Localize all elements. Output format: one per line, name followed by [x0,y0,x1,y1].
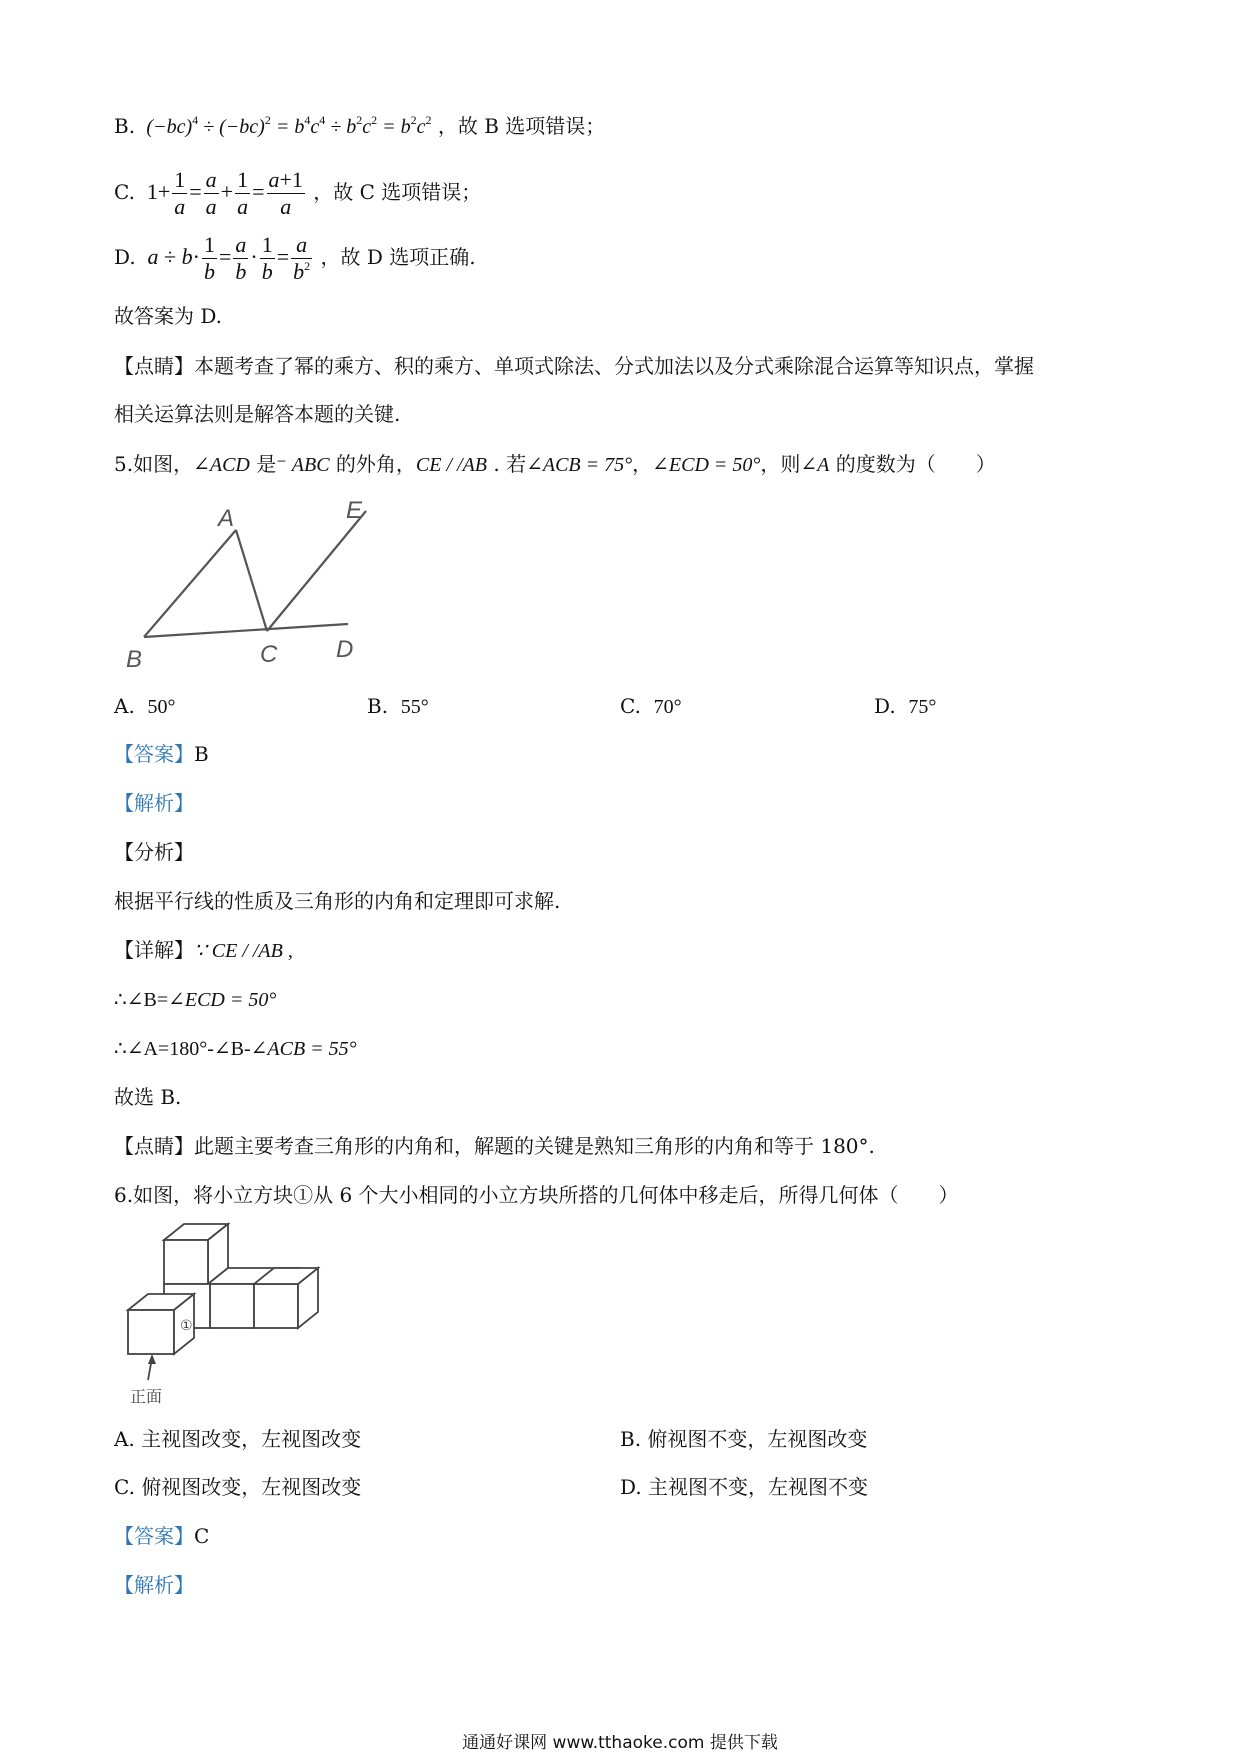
option-d-explanation [114,229,476,285]
angle-acd: ∠ACD [193,454,250,476]
comment-line-2: 相关运算法则是解答本题的关键. [114,402,401,426]
q5-stem-if: . 若 [487,452,527,476]
point-label-c: C [260,641,278,668]
q6-option-b-value: 俯视图不变，左视图改变 [647,1427,868,1451]
q5-detail-3 [114,1035,357,1062]
q5-detail-3b: ∠ACB = 55° [250,1038,357,1060]
option-c-formula: 1+ $\frac{1}{a}$ = $\frac{a}{a}$ + $\frac{1}{a}$ = $\frac{a+1}{a}$ [141,167,303,220]
q5-stem-then: ，则 [760,452,801,476]
q5-option-a-label: A. [114,694,135,718]
point-label-d: D [336,636,354,663]
q6-option-c-value: 俯视图改变，左视图改变 [141,1475,362,1499]
q5-option-a [114,693,176,720]
option-c-explanation [114,164,481,220]
triangle-abc: ⁻ ABC [276,454,330,476]
q5-option-c [620,693,682,720]
q6-option-a-label: A. [114,1427,135,1451]
q5-detail-tag: 【详解】 [114,938,194,962]
comment-tag: 【点睛】 [114,354,194,378]
page-footer: 通通好课网 www.tthaoke.com 提供下载 [462,1733,778,1753]
q6-option-d-label: D. [620,1475,642,1499]
q5-detail-2a: ∴∠B= [114,989,169,1011]
segment-bd [144,624,348,637]
option-d-conclusion: ，故 D 选项正确. [320,245,476,269]
q5-fenxi-text: 根据平行线的性质及三角形的内角和定理即可求解. [114,889,561,913]
point-label-b: B [126,646,143,673]
q5-stem-is: 是 [249,452,277,476]
option-d-formula: a ÷ b· $\frac{1}{b}$ = $\frac{a}{b}$ · $\frac{1}{b}$ = $\frac{a}{b^2}$ [147,232,311,285]
q5-stem-prefix: 5.如图， [114,452,194,476]
q5-answer [114,741,209,767]
option-b-explanation [114,113,605,140]
angle-ecd-50: ∠ECD = 50° [652,454,761,476]
triangle-figure [118,490,378,680]
q5-stem-suffix: 的度数为（ ） [829,452,996,476]
q6-option-b [620,1426,867,1452]
angle-a: ∠A [800,454,830,476]
q5-option-a-value: 50° [147,696,176,718]
q6-option-d-value: 主视图不变，左视图不变 [648,1475,869,1499]
q5-choose: 故选 B. [114,1085,182,1109]
q6-answer [114,1523,209,1549]
parallel-ce-ab: CE / /AB [415,454,488,476]
front-label: 正面 [130,1387,163,1406]
option-b-conclusion: ，故 B 选项错误； [437,114,606,138]
q5-comment [114,1133,875,1159]
q5-stem-comma: ， [632,452,653,476]
segment-ac [236,530,267,631]
cube-mark-1: ① [180,1318,193,1334]
q5-comment-tag: 【点睛】 [114,1134,194,1158]
q6-option-c-label: C. [114,1475,135,1499]
q6-option-d [620,1474,868,1500]
q5-stem-exterior: 的外角， [329,452,416,476]
angle-acb-75: ∠ACB = 75° [526,454,633,476]
option-c-conclusion: ，故 C 选项错误； [313,180,482,204]
segment-ce [267,511,366,631]
option-c-label: C. [114,180,135,204]
q6-option-b-label: B. [620,1427,642,1451]
q5-analysis-tag: 【解析】 [114,791,194,815]
q5-option-c-label: C. [620,694,641,718]
question-6-stem: 6.如图，将小立方块①从 6 个大小相同的小立方块所搭的几何体中移走后，所得几何体（ ） [114,1183,959,1207]
q6-answer-value: C [194,1524,210,1548]
q6-option-a-value: 主视图改变，左视图改变 [141,1427,362,1451]
q5-option-c-value: 70° [653,696,682,718]
question-5-stem [114,451,996,478]
q6-analysis-tag: 【解析】 [114,1573,194,1597]
q5-detail-1 [114,937,293,964]
q5-detail-3a: ∴∠A=180°-∠B- [114,1038,251,1060]
comment-text-1: 本题考查了幂的乘方、积的乘方、单项式除法、分式加法以及分式乘除混合运算等知识点，掌握 [194,354,1034,378]
q5-option-b [367,693,429,720]
q5-answer-value: B [194,742,209,766]
q5-option-d-label: D. [874,694,896,718]
option-b-label: B. [114,114,136,138]
q5-answer-tag: 【答案】 [114,742,194,766]
point-label-e: E [346,497,363,524]
q6-option-c [114,1474,361,1500]
cube-figure [118,1218,338,1408]
q5-option-d [874,693,936,720]
answer-d-line: 故答案为 D. [114,304,223,328]
segment-ba [144,530,236,637]
front-arrow-head [148,1354,156,1364]
q6-option-a [114,1426,361,1452]
q5-fenxi-tag: 【分析】 [114,840,194,864]
comment-line-1 [114,353,1034,379]
q5-option-b-label: B. [367,694,389,718]
q5-detail-2 [114,986,276,1013]
option-b-formula: $(-bc)^4 \div (-bc)^2 = b^4c^4 \div b^2c^2 = b^2c^2$ [141,113,432,138]
q5-option-b-value: 55° [400,696,429,718]
q5-option-d-value: 75° [908,696,937,718]
point-label-a: A [218,505,235,532]
q5-detail-2b: ∠ECD = 50° [168,989,277,1011]
q5-detail-1-text: ∵ CE / /AB , [194,940,293,962]
q5-comment-text: 此题主要考查三角形的内角和，解题的关键是熟知三角形的内角和等于 180°. [194,1134,875,1158]
q6-answer-tag: 【答案】 [114,1524,194,1548]
option-d-label: D. [114,245,136,269]
